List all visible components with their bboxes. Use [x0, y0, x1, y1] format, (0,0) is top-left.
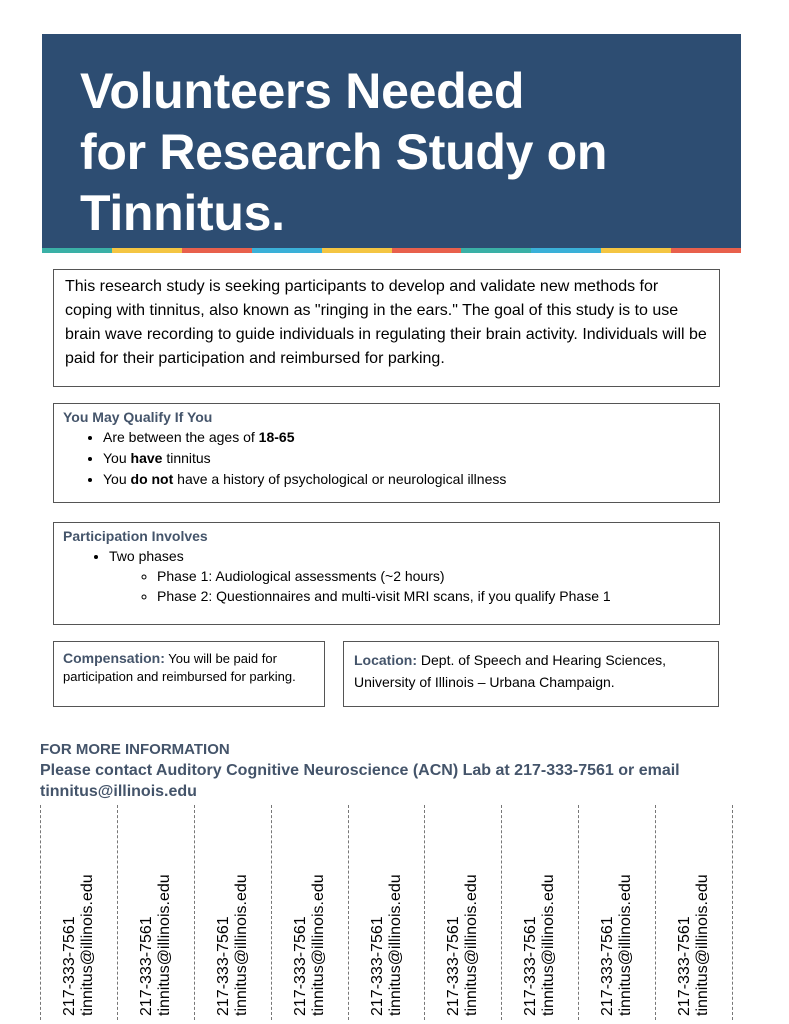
stripe-segment	[671, 248, 741, 253]
list-item: • Are between the ages of 18-65	[103, 427, 710, 448]
tab-contact	[599, 874, 635, 1016]
tear-off-tab	[348, 805, 425, 1020]
location-label: Location:	[354, 652, 417, 668]
stripe-segment	[112, 248, 182, 253]
list-item: ◦ Phase 1: Audiological assessments (~2 hours)	[157, 566, 710, 586]
stripe-segment	[531, 248, 601, 253]
tab-email: tinnitus@illinois.edu	[540, 874, 558, 1016]
header-banner	[42, 34, 741, 248]
tear-off-tab	[655, 805, 733, 1020]
list-item: ◦ Phase 2: Questionnaires and multi-visit MRI scans, if you qualify Phase 1	[157, 586, 710, 606]
tab-contact	[215, 874, 251, 1016]
tab-phone: 217-333-7561	[599, 916, 617, 1016]
list-item: • You do not have a history of psychological or neurological illness	[103, 469, 710, 490]
tab-phone: 217-333-7561	[368, 916, 386, 1016]
tab-email: tinnitus@illinois.edu	[617, 874, 635, 1016]
list-item: • Two phases ◦ Phase 1: Audiological assessments (~2 hours) ◦ Phase 2: Questionnaires and multi-visit MRI scans, if you qualify Phase 1	[109, 546, 710, 606]
stripe-segment	[252, 248, 322, 253]
tab-email: tinnitus@illinois.edu	[694, 874, 712, 1016]
qualify-box	[53, 403, 720, 503]
intro-text: This research study is seeking participants to develop and validate new methods for coping with tinnitus, also known as "ringing in the ears." The goal of this study is to use brain wave recording to guide individuals in regulating their brain activity. Individuals will be paid for their participation and reimbursed for parking.	[65, 278, 707, 367]
intro-box	[53, 269, 720, 387]
tab-phone: 217-333-7561	[214, 916, 232, 1016]
tab-contact	[445, 874, 481, 1016]
tab-phone: 217-333-7561	[676, 916, 694, 1016]
tab-contact	[676, 874, 712, 1016]
tab-phone: 217-333-7561	[137, 916, 155, 1016]
tab-contact	[522, 874, 558, 1016]
qualify-list	[63, 427, 710, 490]
stripe-segment	[601, 248, 671, 253]
title-line: Tinnitus.	[80, 185, 285, 241]
tab-contact	[61, 874, 97, 1016]
more-info-heading: FOR MORE INFORMATION	[40, 741, 230, 758]
more-info	[40, 739, 760, 802]
more-info-text: Please contact Auditory Cognitive Neuroscience (ACN) Lab at 217-333-7561 or email tinnitus@illinois.edu	[40, 762, 680, 800]
location-box	[343, 641, 719, 707]
tab-email: tinnitus@illinois.edu	[463, 874, 481, 1016]
tab-email: tinnitus@illinois.edu	[309, 874, 327, 1016]
tab-email: tinnitus@illinois.edu	[232, 874, 250, 1016]
tab-phone: 217-333-7561	[60, 916, 78, 1016]
compensation-box	[53, 641, 325, 707]
tear-off-tab	[424, 805, 501, 1020]
stripe-segment	[182, 248, 252, 253]
tear-off-tab	[271, 805, 348, 1020]
location-text: Dept. of Speech and Hearing Sciences, University of Illinois – Urbana Champaign.	[354, 652, 667, 690]
tear-off-tab	[501, 805, 578, 1020]
page-title	[80, 61, 607, 244]
tear-off-tab	[40, 805, 117, 1020]
title-line: Volunteers Needed	[80, 63, 525, 119]
tear-off-tab	[194, 805, 271, 1020]
tear-off-tabs	[40, 805, 733, 1020]
stripe-segment	[42, 248, 112, 253]
tear-off-tab	[117, 805, 194, 1020]
tab-contact	[292, 874, 328, 1016]
tab-email: tinnitus@illinois.edu	[155, 874, 173, 1016]
tab-phone: 217-333-7561	[445, 916, 463, 1016]
color-stripe	[42, 248, 741, 253]
tab-phone: 217-333-7561	[291, 916, 309, 1016]
tab-email: tinnitus@illinois.edu	[386, 874, 404, 1016]
list-item: • You have tinnitus	[103, 448, 710, 469]
stripe-segment	[461, 248, 531, 253]
involves-title: Participation Involves	[63, 528, 208, 544]
tab-contact	[369, 874, 405, 1016]
compensation-label: Compensation:	[63, 650, 165, 666]
tab-phone: 217-333-7561	[522, 916, 540, 1016]
involves-list	[63, 546, 710, 606]
phase-list	[109, 566, 710, 606]
stripe-segment	[322, 248, 392, 253]
tab-email: tinnitus@illinois.edu	[78, 874, 96, 1016]
tear-off-tab	[578, 805, 655, 1020]
title-line: for Research Study on	[80, 124, 608, 180]
compensation-text: You will be paid for participation and reimbursed for parking.	[63, 651, 296, 684]
qualify-title: You May Qualify If You	[63, 409, 213, 425]
tab-contact	[138, 874, 174, 1016]
involves-box	[53, 522, 720, 625]
stripe-segment	[392, 248, 462, 253]
